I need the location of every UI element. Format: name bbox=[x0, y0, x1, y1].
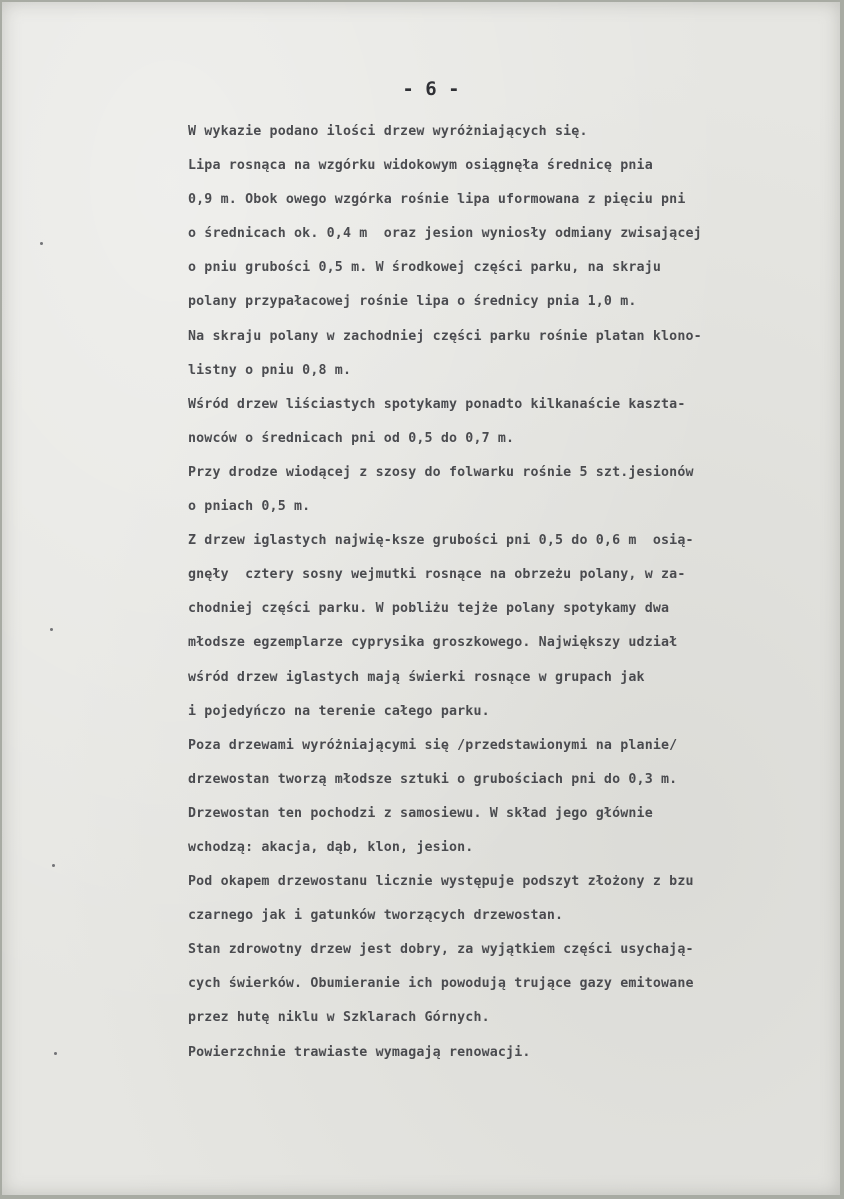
text-line: Pod okapem drzewostanu licznie występuje podszyt złożony z bzu bbox=[188, 874, 694, 890]
typed-text-body bbox=[188, 115, 828, 1070]
text-line: i pojedyńczo na terenie całego parku. bbox=[188, 703, 490, 719]
text-line: cych świerków. Obumieranie ich powodują trujące gazy emitowane bbox=[188, 976, 694, 992]
paper-speck bbox=[52, 864, 55, 867]
text-line: nowców o średnicach pni od 0,5 do 0,7 m. bbox=[188, 430, 515, 446]
text-line: W wykazie podano ilości drzew wyróżniających się. bbox=[188, 124, 588, 139]
text-line: chodniej części parku. W pobliżu tejże polany spotykamy dwa bbox=[188, 601, 670, 617]
text-line: wśród drzew iglastych mają świerki rosnące w grupach jak bbox=[188, 669, 645, 685]
text-line: Przy drodze wiodącej z szosy do folwarku rośnie 5 szt.jesionów bbox=[188, 464, 694, 480]
paper-speck bbox=[40, 242, 43, 245]
text-line: Z drzew iglastych najwię-ksze grubości pni 0,5 do 0,6 m osią- bbox=[188, 533, 694, 549]
text-line: wchodzą: akacja, dąb, klon, jesion. bbox=[188, 839, 474, 855]
text-line: Stan zdrowotny drzew jest dobry, za wyjątkiem części usychają- bbox=[188, 942, 694, 958]
text-line: Poza drzewami wyróżniającymi się /przedstawionymi na planie/ bbox=[188, 737, 678, 753]
text-line: drzewostan tworzą młodsze sztuki o grubościach pni do 0,3 m. bbox=[188, 771, 678, 787]
text-line: czarnego jak i gatunków tworzących drzewostan. bbox=[188, 908, 564, 924]
text-line: 0,9 m. Obok owego wzgórka rośnie lipa uformowana z pięciu pni bbox=[188, 192, 686, 208]
text-line: gnęły cztery sosny wejmutki rosnące na obrzeżu polany, w za- bbox=[188, 567, 686, 583]
text-line: Wśród drzew liściastych spotykamy ponadto kilkanaście kaszta- bbox=[188, 396, 686, 412]
text-line: Powierzchnie trawiaste wymagają renowacji. bbox=[188, 1044, 531, 1060]
paper-speck bbox=[50, 628, 53, 631]
text-line: o średnicach ok. 0,4 m oraz jesion wyniosły odmiany zwisającej bbox=[188, 226, 702, 242]
paper-sheet bbox=[2, 2, 840, 1195]
paper-speck bbox=[54, 1052, 57, 1055]
text-line: Drzewostan ten pochodzi z samosiewu. W skład jego głównie bbox=[188, 805, 653, 821]
text-line: Lipa rosnąca na wzgórku widokowym osiągnęła średnicę pnia bbox=[188, 158, 653, 174]
text-line: o pniach 0,5 m. bbox=[188, 499, 311, 515]
text-line: polany przypałacowej rośnie lipa o średnicy pnia 1,0 m. bbox=[188, 294, 637, 310]
text-line: Na skraju polany w zachodniej części parku rośnie platan klono- bbox=[188, 328, 702, 344]
text-line: przez hutę niklu w Szklarach Górnych. bbox=[188, 1010, 490, 1026]
page-number: - 6 - bbox=[402, 78, 460, 100]
text-line: listny o pniu 0,8 m. bbox=[188, 362, 352, 378]
text-line: młodsze egzemplarze cyprysika groszkowego. Największy udział bbox=[188, 635, 678, 651]
text-line: o pniu grubości 0,5 m. W środkowej części parku, na skraju bbox=[188, 260, 662, 276]
